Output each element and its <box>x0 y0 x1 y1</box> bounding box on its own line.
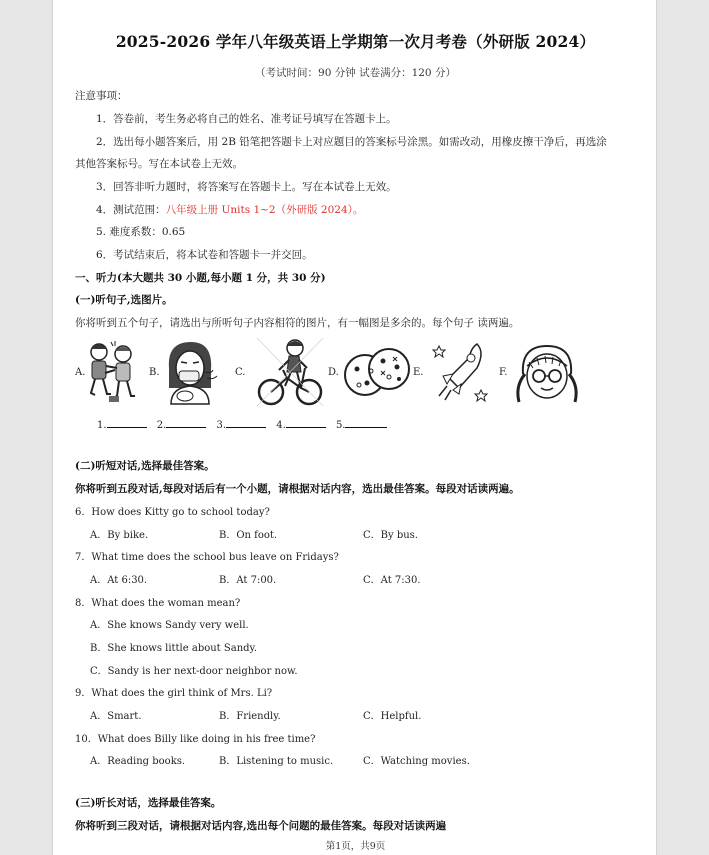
blank-2-label: 2. <box>156 420 167 431</box>
notice-5: 5. 难度系数：0.65 <box>96 226 186 238</box>
q10-stem: 10．What does Billy like doing in his free time? <box>75 734 316 745</box>
part-1-instruction: 你将听到五个句子，请选出与所听句子内容相符的图片，有一幅图是多余的。每个句子 读两遍。 <box>75 317 520 329</box>
part-3-heading: (三)听长对话，选择最佳答案。 <box>75 797 222 809</box>
exam-subtitle: （考试时间：90 分钟 试卷满分：120 分） <box>255 67 456 79</box>
q6-option-a: A．By bike. <box>90 530 149 541</box>
exam-title: 2025-2026 学年八年级英语上学期第一次月考卷（外研版 2024） <box>115 32 596 51</box>
blank-5-label: 5. <box>335 420 346 431</box>
notice-6: 6．考试结束后，将本试卷和答题卡一并交回。 <box>96 249 313 261</box>
blank-1[interactable] <box>107 417 147 428</box>
woman-coughing-picture <box>161 338 221 406</box>
rocket-picture <box>431 338 495 406</box>
part-1-heading: (一)听句子,选图片。 <box>75 294 173 306</box>
exam-page <box>52 0 657 855</box>
notice-4-range: 八年级上册 Units 1~2（外研版 2024）。 <box>165 204 364 216</box>
q6-option-b: B．On foot. <box>219 530 278 541</box>
q7-stem: 7．What time does the school bus leave on Fridays? <box>75 552 339 563</box>
q9-option-c: C．Helpful. <box>363 711 422 722</box>
blank-4[interactable] <box>286 417 326 428</box>
q6-option-c: C．By bus. <box>363 530 418 541</box>
q9-option-a: A．Smart. <box>90 711 142 722</box>
picture-label-b: B. <box>149 367 160 378</box>
q8-option-a: A．She knows Sandy very well. <box>90 620 249 631</box>
part-2-instruction: 你将听到五段对话,每段对话后有一个小题，请根据对话内容，选出最佳答案。每段对话读两遍。 <box>75 483 520 495</box>
notice-4-prefix: 4．测试范围： <box>96 204 166 216</box>
blank-2[interactable] <box>166 417 206 428</box>
cookies-picture <box>343 345 413 401</box>
q8-stem: 8．What does the woman mean? <box>75 598 241 609</box>
notice-2a: 2．选出每小题答案后，用 2B 铅笔把答题卡上对应题目的答案标号涂黑。如需改动，用橡皮擦干净后，再选涂 <box>96 136 607 148</box>
blank-1-label: 1. <box>97 420 107 431</box>
girl-with-glasses-picture <box>511 340 583 406</box>
blank-3[interactable] <box>226 417 266 428</box>
q10-option-a: A．Reading books. <box>90 756 186 767</box>
q7-option-a: A．At 6:30. <box>90 575 148 586</box>
picture-label-e: E. <box>413 367 424 378</box>
q7-option-b: B．At 7:00. <box>219 575 277 586</box>
notice-label: 注意事项： <box>75 90 128 102</box>
q7-option-c: C．At 7:30. <box>363 575 421 586</box>
blank-5[interactable] <box>345 417 387 428</box>
q10-option-c: C．Watching movies. <box>363 756 470 767</box>
part-2-heading: (二)听短对话,选择最佳答案。 <box>75 460 215 472</box>
answer-blanks <box>97 417 387 431</box>
boy-riding-bike-picture <box>255 336 325 408</box>
section-1-heading: 一、听力(本大题共 30 小题,每小题 1 分，共 30 分) <box>75 272 326 284</box>
q8-option-c: C．Sandy is her next-door neighbor now. <box>90 666 298 677</box>
notice-4 <box>96 202 363 217</box>
picture-label-a: A. <box>75 367 86 378</box>
picture-label-c: C. <box>235 367 246 378</box>
part-3-instruction: 你将听到三段对话，请根据对话内容,选出每个问题的最佳答案。每段对话读两遍 <box>75 820 447 832</box>
blank-4-label: 4. <box>276 420 286 431</box>
kids-fighting-picture <box>85 338 139 406</box>
picture-label-d: D. <box>328 367 339 378</box>
q6-stem: 6．How does Kitty go to school today? <box>75 507 270 518</box>
q9-stem: 9．What does the girl think of Mrs. Li? <box>75 688 273 699</box>
q8-option-b: B．She knows little about Sandy. <box>90 643 258 654</box>
q9-option-b: B．Friendly. <box>219 711 281 722</box>
notice-2b: 其他答案标号。写在本试卷上无效。 <box>75 158 243 170</box>
page-number: 第1页，共9页 <box>325 841 386 852</box>
notice-3: 3．回答非听力题时，将答案写在答题卡上。写在本试卷上无效。 <box>96 181 397 193</box>
q10-option-b: B．Listening to music. <box>219 756 334 767</box>
notice-1: 1．答卷前，考生务必将自己的姓名、准考证号填写在答题卡上。 <box>96 113 397 125</box>
picture-label-f: F. <box>499 367 508 378</box>
blank-3-label: 3. <box>216 420 227 431</box>
